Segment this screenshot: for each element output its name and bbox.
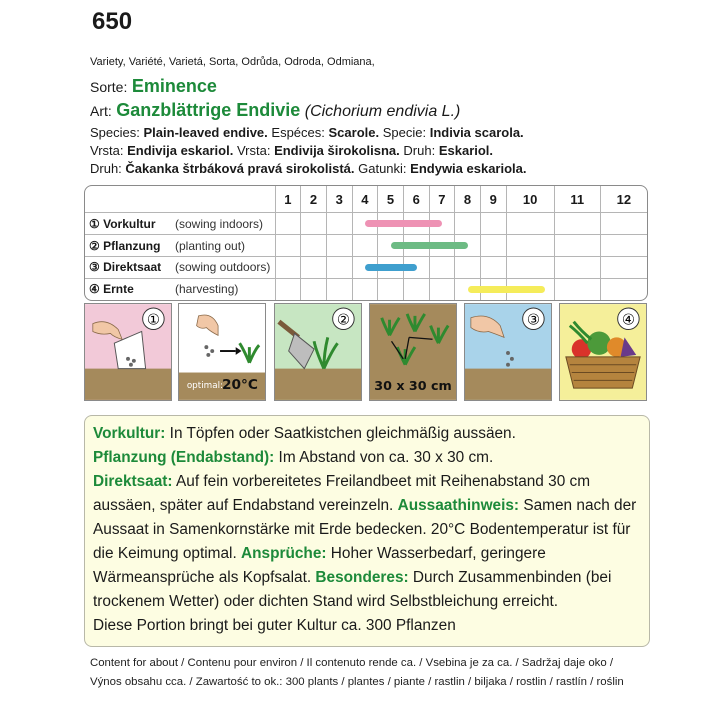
stage-name — [89, 217, 175, 231]
calendar-cell — [326, 278, 352, 300]
pflanzung-text: Im Abstand von ca. 30 x 30 cm. — [274, 449, 494, 466]
calendar-cell — [429, 213, 455, 235]
calendar-cell — [506, 213, 554, 235]
picture-harvest — [559, 303, 647, 401]
species-line — [90, 125, 524, 140]
druh-value: Eskariol. — [438, 143, 494, 158]
druh-label: Druh: — [403, 143, 436, 158]
stage-name — [89, 260, 175, 274]
stage-label: Vorkultur — [103, 216, 156, 231]
calendar-cell — [506, 256, 554, 278]
spacing-label: 30 x 30 cm — [374, 378, 452, 394]
picture-spacing — [369, 303, 457, 401]
calendar-cell — [600, 235, 647, 257]
specie-value: Indivia scarola. — [429, 125, 524, 140]
temp-label: optimal: — [186, 381, 223, 392]
besonderes-key: Besonderes: — [315, 569, 409, 586]
sowing-hand-icon — [85, 304, 171, 400]
calendar-cell — [480, 235, 506, 257]
calendar-cell — [455, 213, 481, 235]
gatunki-label: Gatunki: — [358, 161, 407, 176]
direktsaat-key: Direktsaat: — [93, 473, 173, 490]
calendar-cell — [275, 213, 301, 235]
germination-icon — [179, 304, 265, 400]
vrsta-label: Vrsta: — [90, 143, 124, 158]
picture-direct-sowing — [464, 303, 552, 401]
calendar-cell — [554, 213, 600, 235]
vegetable-basket-icon — [560, 304, 646, 400]
stage-english: (harvesting) — [175, 282, 239, 297]
calendar-cell — [455, 256, 481, 278]
stage-label: Pflanzung — [103, 238, 161, 253]
calendar-cell — [326, 213, 352, 235]
growing-instructions — [84, 415, 650, 647]
footer-line-2: Výnos obsahu cca. / Zawartość to ok.: 300 plants / plantes / piante / rastlin / biljaka / rostlin / rastlín / roślin — [90, 676, 624, 688]
calendar-cell — [480, 213, 506, 235]
aussaat-text: Samen nach der Aussaat in Samenkornstärke mit Erde bedecken. 20°C Bodentemperatur ist für die Keimung optimal. — [93, 497, 637, 562]
calendar-cell — [480, 278, 506, 300]
month-header-row — [85, 186, 647, 213]
especes-value: Scarole. — [328, 125, 380, 140]
besonderes-text: Durch Zusammenbinden (bei trockenem Wetter) oder dichten Stand wird Selbstbleichung erreicht. — [93, 569, 612, 610]
stage-number: ③ — [89, 260, 100, 275]
calendar-cell — [301, 235, 327, 257]
latin-name: (Cichorium endivia L.) — [304, 103, 461, 120]
picture-germination — [178, 303, 266, 401]
calendar-cell — [429, 278, 455, 300]
picture-sowing-indoors — [84, 303, 172, 401]
calendar-cell — [600, 278, 647, 300]
instruction-pictures — [84, 303, 648, 405]
calendar-cell — [455, 278, 481, 300]
vorkultur-key: Vorkultur: — [93, 425, 166, 442]
calendar-row-label — [85, 213, 275, 235]
vrsta2-value: Endivija širokolisna. — [274, 143, 400, 158]
druh2-value: Čakanka štrbáková pravá sirokolistá. — [125, 161, 355, 176]
sorte-line — [90, 76, 217, 97]
step3-number: ③ — [526, 311, 540, 329]
calendar-row — [85, 256, 647, 278]
calendar-cell — [352, 235, 378, 257]
calendar-row-label — [85, 235, 275, 257]
direct-sowing-icon — [465, 304, 551, 400]
temp-value: 20°C — [222, 377, 258, 394]
calendar-cell — [480, 256, 506, 278]
stage-number: ④ — [89, 282, 100, 297]
calendar-cell — [403, 213, 429, 235]
calendar-row-label — [85, 278, 275, 300]
calendar-cell — [275, 235, 301, 257]
stage-name — [89, 239, 175, 253]
stage-number: ① — [89, 216, 100, 231]
month-3: 3 — [326, 186, 352, 213]
species-name: Ganzblättrige Endivie — [116, 100, 301, 120]
calendar-cell — [455, 235, 481, 257]
month-8: 8 — [455, 186, 481, 213]
calendar-cell — [352, 278, 378, 300]
calendar-cell — [275, 278, 301, 300]
calendar-cell — [600, 213, 647, 235]
stage-english: (planting out) — [175, 238, 246, 253]
packet-number: 650 — [92, 8, 133, 35]
calendar-cell — [506, 278, 554, 300]
month-1: 1 — [275, 186, 301, 213]
aussaat-key: Aussaathinweis: — [397, 497, 520, 514]
calendar-cell — [554, 256, 600, 278]
footer-line-1: Content for about / Contenu pour environ / Il contenuto rende ca. / Vsebina je za ca. / Sadržaj daje oko / — [90, 657, 614, 669]
druh2-label: Druh: — [90, 161, 122, 176]
calendar-cell — [301, 213, 327, 235]
variety-name: Eminence — [131, 76, 217, 96]
vrsta2-label: Vrsta: — [236, 143, 271, 158]
species-value: Plain-leaved endive. — [143, 125, 268, 140]
corner-cell — [85, 186, 275, 213]
stage-name — [89, 282, 175, 296]
month-2: 2 — [301, 186, 327, 213]
species-label: Species: — [90, 125, 140, 140]
calendar-row-label — [85, 256, 275, 278]
calendar-cell — [301, 256, 327, 278]
step4-number: ④ — [621, 311, 635, 329]
calendar-cell — [378, 278, 404, 300]
stage-label: Ernte — [103, 282, 134, 297]
trowel-icon — [275, 304, 361, 400]
vrsta-line — [90, 143, 493, 158]
art-label: Art: — [90, 103, 112, 119]
ansprueche-text: Hoher Wasserbedarf, geringere Wärmeansprüche als Kopfsalat. — [93, 545, 546, 586]
calendar-cell — [378, 256, 404, 278]
calendar-cell — [429, 235, 455, 257]
calendar-cell — [429, 256, 455, 278]
calendar-cell — [326, 256, 352, 278]
pflanzung-key: Pflanzung (Endabstand): — [93, 449, 275, 466]
step1-number: ① — [146, 311, 160, 329]
calendar-cell — [326, 235, 352, 257]
month-9: 9 — [480, 186, 506, 213]
calendar-cell — [352, 256, 378, 278]
sorte-label: Sorte: — [90, 79, 128, 95]
specie-label: Specie: — [382, 125, 427, 140]
calendar-cell — [352, 213, 378, 235]
stage-label: Direktsaat — [103, 260, 162, 275]
calendar-table — [85, 186, 647, 300]
step2-number: ② — [336, 311, 350, 329]
calendar-row — [85, 235, 647, 257]
art-line — [90, 100, 460, 121]
spacing-icon — [370, 304, 456, 400]
vrsta-value: Endivija eskariol. — [127, 143, 234, 158]
portion-text: Diese Portion bringt bei guter Kultur ca. 300 Pflanzen — [93, 617, 456, 634]
calendar-cell — [403, 278, 429, 300]
month-4: 4 — [352, 186, 378, 213]
stage-english: (sowing outdoors) — [175, 260, 271, 275]
calendar-cell — [554, 235, 600, 257]
direktsaat-text: Auf fein vorbereitetes Freilandbeet mit Reihenabstand 30 cm aussäen, später auf Endabstand vereinzeln. — [93, 473, 591, 514]
month-12: 12 — [600, 186, 647, 213]
gatunki-value: Endywia eskariola. — [410, 161, 527, 176]
calendar-row — [85, 278, 647, 300]
month-5: 5 — [378, 186, 404, 213]
calendar-cell — [600, 256, 647, 278]
sowing-calendar — [84, 185, 648, 301]
calendar-cell — [506, 235, 554, 257]
month-6: 6 — [403, 186, 429, 213]
stage-english: (sowing indoors) — [175, 216, 264, 231]
calendar-cell — [403, 235, 429, 257]
month-7: 7 — [429, 186, 455, 213]
calendar-cell — [275, 256, 301, 278]
languages-line: Variety, Variété, Varietá, Sorta, Odrůda, Odroda, Odmiana, — [90, 56, 375, 68]
vorkultur-text: In Töpfen oder Saatkistchen gleichmäßig aussäen. — [165, 425, 516, 442]
calendar-cell — [378, 213, 404, 235]
druh-line — [90, 161, 527, 176]
especes-label: Espéces: — [271, 125, 325, 140]
calendar-cell — [554, 278, 600, 300]
month-11: 11 — [554, 186, 600, 213]
ansprueche-key: Ansprüche: — [241, 545, 327, 562]
calendar-cell — [378, 235, 404, 257]
calendar-cell — [301, 278, 327, 300]
stage-number: ② — [89, 238, 100, 253]
calendar-cell — [403, 256, 429, 278]
calendar-row — [85, 213, 647, 235]
picture-planting-out — [274, 303, 362, 401]
month-10: 10 — [506, 186, 554, 213]
